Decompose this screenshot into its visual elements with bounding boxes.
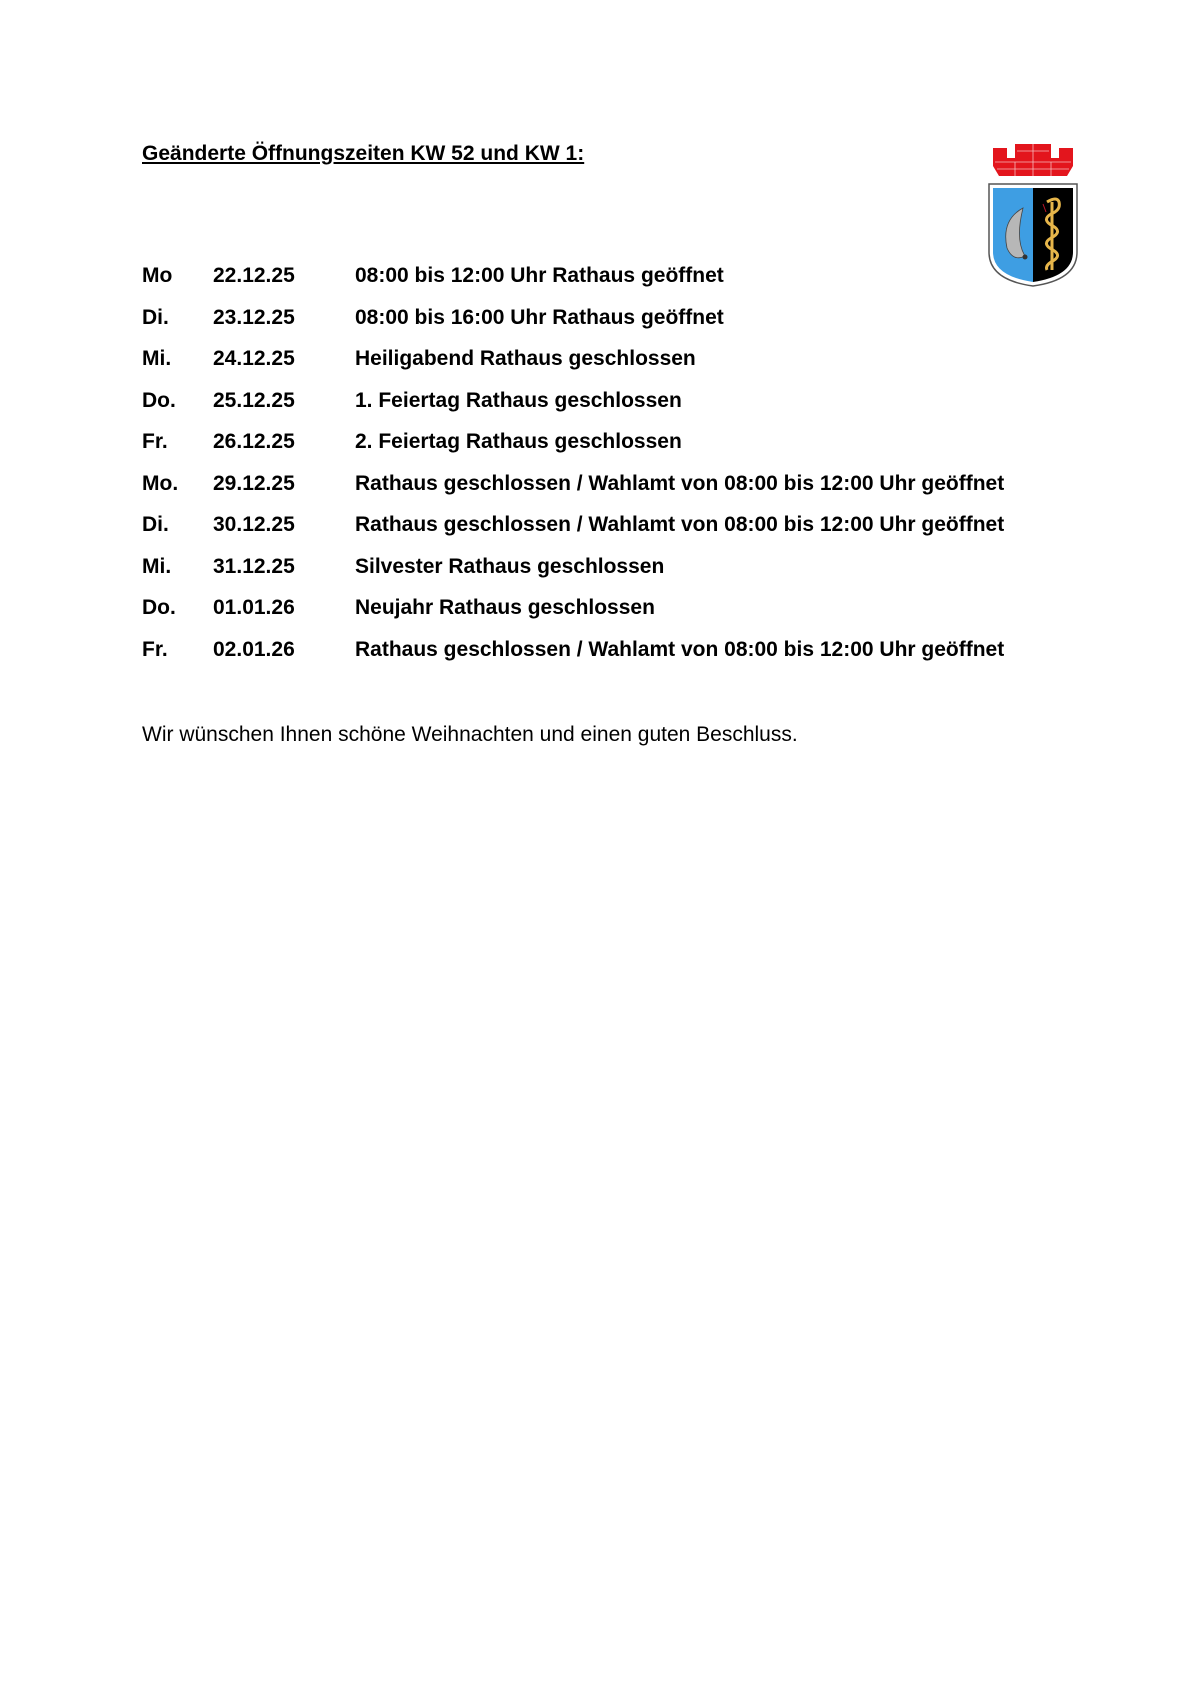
closing-greeting: Wir wünschen Ihnen schöne Weihnachten und einen guten Beschluss. xyxy=(142,723,798,746)
weekday: Fr. xyxy=(142,430,168,453)
schedule-row xyxy=(142,638,1004,680)
date: 25.12.25 xyxy=(213,388,295,412)
hours-note: 08:00 bis 12:00 Uhr Rathaus geöffnet xyxy=(355,264,724,287)
hours-note: Rathaus geschlossen / Wahlamt von 08:00 bis 12:00 Uhr geöffnet xyxy=(355,471,1005,495)
weekday: Do. xyxy=(142,596,176,619)
hours-note: Rathaus geschlossen / Wahlamt von 08:00 bis 12:00 Uhr geöffnet xyxy=(355,513,1005,536)
schedule-row xyxy=(142,472,1004,514)
schedule-row xyxy=(142,389,1004,431)
weekday: Di. xyxy=(142,513,169,536)
page-title: Geänderte Öffnungszeiten KW 52 und KW 1: xyxy=(142,142,585,165)
schedule-list xyxy=(142,264,1004,679)
hours-note: 2. Feiertag Rathaus geschlossen xyxy=(355,430,682,453)
schedule-row xyxy=(142,430,1004,472)
date: 29.12.25 xyxy=(213,471,295,495)
hours-note: 08:00 bis 16:00 Uhr Rathaus geöffnet xyxy=(355,305,724,329)
weekday: Mo xyxy=(142,264,173,287)
hours-note: Heiligabend Rathaus geschlossen xyxy=(355,347,696,370)
weekday: Do. xyxy=(142,388,176,412)
date: 24.12.25 xyxy=(213,347,295,370)
date: 31.12.25 xyxy=(213,554,295,578)
weekday: Mi. xyxy=(142,347,172,370)
weekday: Mo. xyxy=(142,471,179,495)
weekday: Mi. xyxy=(142,554,172,578)
schedule-row xyxy=(142,264,1004,306)
date: 22.12.25 xyxy=(213,264,295,287)
weekday: Fr. xyxy=(142,637,168,661)
date: 01.01.26 xyxy=(213,596,295,619)
schedule-row xyxy=(142,596,1004,638)
weekday: Di. xyxy=(142,305,169,329)
schedule-row xyxy=(142,347,1004,389)
date: 02.01.26 xyxy=(213,637,295,661)
hours-note: 1. Feiertag Rathaus geschlossen xyxy=(355,388,682,412)
schedule-row xyxy=(142,306,1004,348)
hours-note: Silvester Rathaus geschlossen xyxy=(355,554,665,578)
date: 26.12.25 xyxy=(213,430,295,453)
schedule-row xyxy=(142,555,1004,597)
schedule-row xyxy=(142,513,1004,555)
hours-note: Neujahr Rathaus geschlossen xyxy=(355,596,655,619)
date: 23.12.25 xyxy=(213,305,295,329)
date: 30.12.25 xyxy=(213,513,295,536)
hours-note: Rathaus geschlossen / Wahlamt von 08:00 bis 12:00 Uhr geöffnet xyxy=(355,637,1005,661)
